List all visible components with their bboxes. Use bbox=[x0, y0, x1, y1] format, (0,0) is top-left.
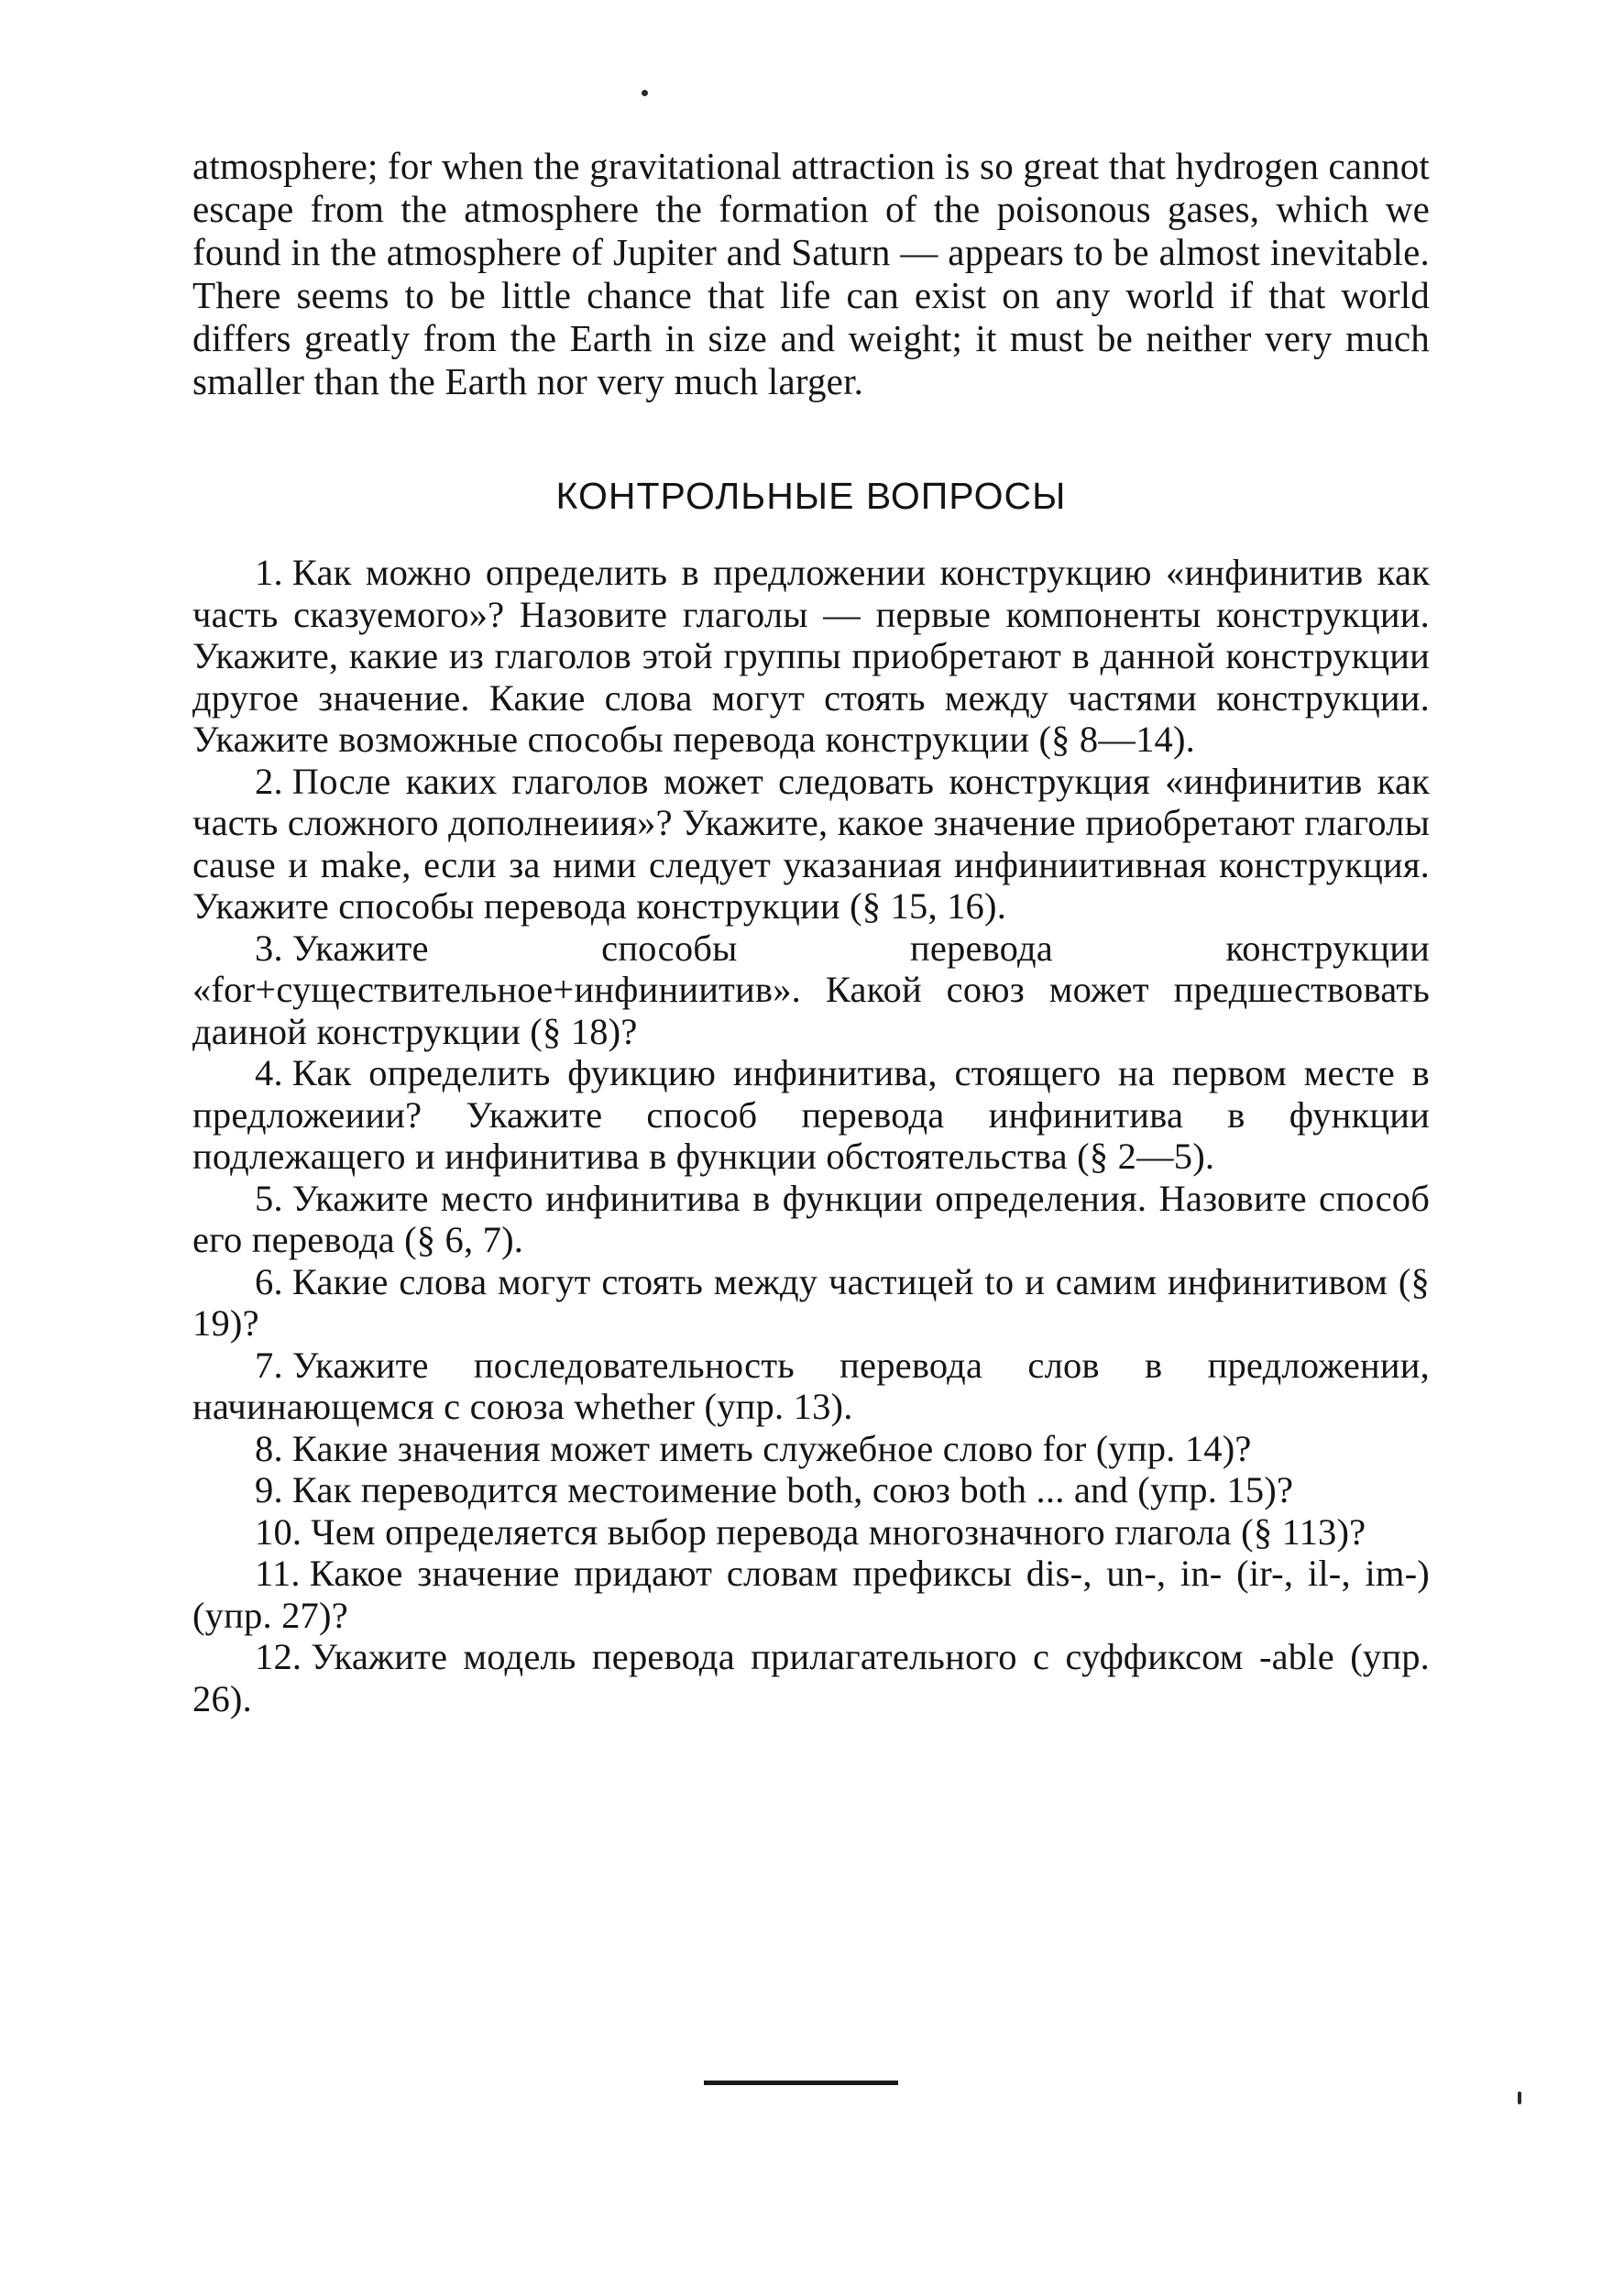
question-number: 10. bbox=[255, 1510, 302, 1553]
print-speck bbox=[642, 90, 648, 96]
question-number: 5. bbox=[255, 1177, 283, 1219]
question-number: 12. bbox=[255, 1636, 302, 1677]
question-number: 9. bbox=[255, 1469, 283, 1510]
question-number: 3. bbox=[255, 927, 283, 969]
question-text: Как переводится местоимение both, союз both ... and (упр. 15)? bbox=[291, 1469, 1294, 1510]
page-body bbox=[192, 145, 1430, 1719]
intro-paragraph: atmosphere; for when the gravitational attraction is so great that hydrogen cannot escape from the atmosphere the formation of the poisonous gases, which we found in the atmosphere of Jupiter and Saturn — appears to be almost inevitable. There seems to be little chance that life can exist on any world if that world differs greatly from the Earth in size and weight; it must be neither very much smaller than the Earth nor very much larger. bbox=[192, 145, 1430, 402]
question-text: Как можно определить в предложении конструкцию «инфинитив как часть сказуемого»? Назовите глаголы — первые компоненты конструкции. Укажите, какие из глаголов этой группы приобретают в данной конструкции другое значение. Какие слова могут стоять между частями конструкции. Укажите возможные способы перевода конструкции (§ 8—14). bbox=[192, 552, 1430, 760]
question-item bbox=[192, 1178, 1430, 1261]
question-item bbox=[192, 1052, 1430, 1178]
question-item bbox=[192, 1428, 1430, 1470]
questions-list bbox=[192, 552, 1430, 1719]
question-item bbox=[192, 1345, 1430, 1428]
question-number: 8. bbox=[255, 1427, 283, 1469]
question-text: Какое значение придают словам префиксы dis-, un-, in- (ir-, il-, im-) (упр. 27)? bbox=[192, 1553, 1430, 1636]
question-number: 1. bbox=[255, 552, 283, 593]
question-number: 6. bbox=[255, 1260, 283, 1302]
question-item bbox=[192, 761, 1430, 928]
question-number: 2. bbox=[255, 760, 283, 802]
question-text: Как определить фуикцию инфинитива, стоящего на первом месте в предложеиии? Укажите способ перевода инфинитива в функции подлежащего и инфинитива в функции обстоятельства (§ 2—5). bbox=[192, 1052, 1430, 1177]
question-item bbox=[192, 1469, 1430, 1511]
question-item bbox=[192, 1553, 1430, 1636]
question-item bbox=[192, 1636, 1430, 1719]
section-heading: КОНТРОЛЬНЫЕ ВОПРОСЫ bbox=[555, 475, 1067, 517]
question-number: 11. bbox=[255, 1553, 301, 1594]
question-text: Чем определяется выбор перевода многозначного глагола (§ 113)? bbox=[311, 1510, 1366, 1553]
question-text: Укажите место инфинитива в функции определения. Назовите способ его перевода (§ 6, 7). bbox=[192, 1177, 1430, 1260]
question-item bbox=[192, 1261, 1430, 1345]
question-item bbox=[192, 1511, 1430, 1554]
print-speck bbox=[1518, 2092, 1521, 2104]
question-text: Укажите способы перевода конструкции «for+существительное+инфиниитив». Какой союз может предшествовать даиной конструкции (§ 18)? bbox=[192, 927, 1430, 1052]
end-rule bbox=[704, 2081, 898, 2085]
question-number: 4. bbox=[255, 1052, 283, 1093]
question-text: Укажите модель перевода прилагательного с суффиксом -able (упр. 26). bbox=[192, 1636, 1430, 1719]
question-text: Укажите последовательность перевода слов в предложении, начинающемся с союза whether (упр. 13). bbox=[192, 1344, 1430, 1427]
question-text: Какие слова могут стоять между частицей to и самим инфинитивом (§ 19)? bbox=[192, 1260, 1430, 1344]
question-number: 7. bbox=[255, 1344, 283, 1386]
question-text: Какие значения может иметь служебное слово for (упр. 14)? bbox=[291, 1427, 1252, 1469]
question-item bbox=[192, 928, 1430, 1053]
question-item bbox=[192, 552, 1430, 761]
question-text: После каких глаголов может следовать конструкция «инфинитив как часть сложного дополнеиия»? Укажите, какое значение приобретают глаголы cause и make, если за ними следует указаниая инфиниитивная конструкция. Укажите способы перевода конструкции (§ 15, 16). bbox=[192, 760, 1430, 927]
